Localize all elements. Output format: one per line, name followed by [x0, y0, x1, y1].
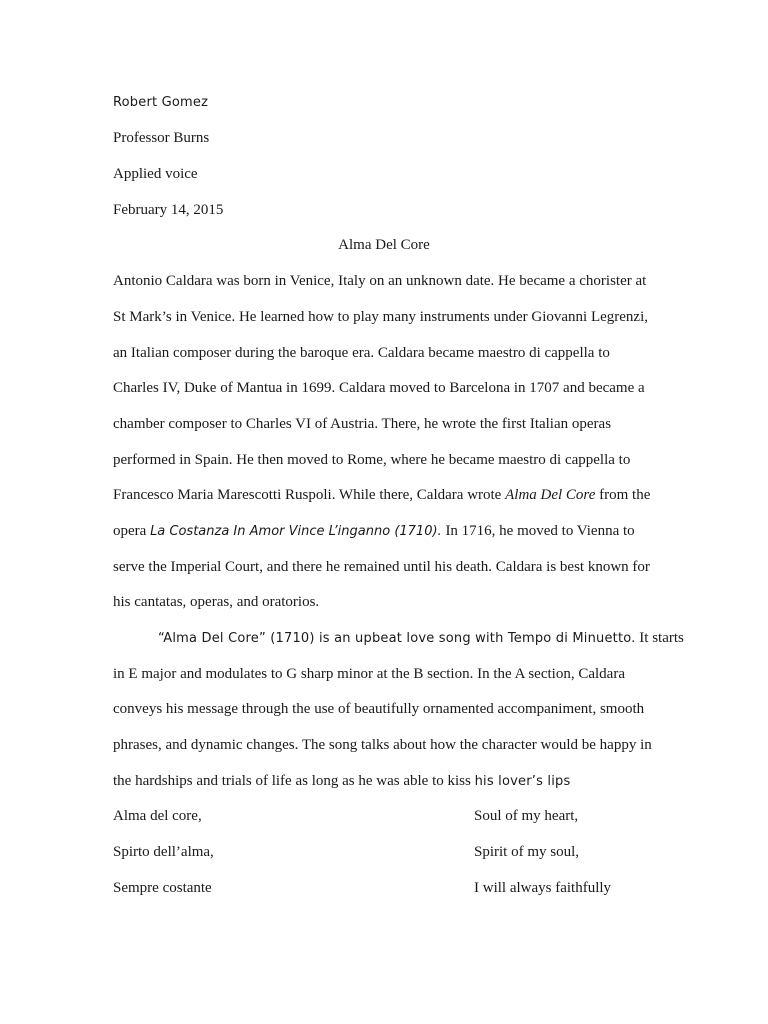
body-line: [113, 521, 635, 542]
body-line: serve the Imperial Court, and there he remained until his death. Caldara is best known for: [113, 559, 650, 575]
body-line: an Italian composer during the baroque era. Caldara became maestro di cappella to: [113, 345, 610, 361]
body-line: conveys his message through the use of beautifully ornamented accompaniment, smooth: [113, 701, 645, 717]
opera-title-italic: La Costanza In Amor Vince L’inganno (1710).: [150, 524, 442, 539]
body-line: chamber composer to Charles VI of Austria. There, he wrote the first Italian operas: [113, 416, 612, 432]
body-text: from the: [595, 487, 651, 503]
document-title: Alma Del Core: [338, 237, 430, 253]
body-line: St Mark’s in Venice. He learned how to play many instruments under Giovanni Legrenzi,: [113, 309, 649, 325]
body-text: It starts: [635, 630, 684, 646]
body-text: Francesco Maria Marescotti Ruspoli. While there, Caldara wrote: [113, 487, 506, 503]
body-text: In 1716, he moved to Vienna to: [441, 523, 635, 539]
body-line: performed in Spain. He then moved to Rome, where he became maestro di cappella to: [113, 452, 631, 468]
body-line: [113, 485, 650, 505]
lyric-italian: Spirto dell’alma,: [113, 844, 214, 860]
author-name: Robert Gomez: [113, 95, 209, 110]
course-name: Applied voice: [113, 166, 198, 182]
lyric-english: Soul of my heart,: [474, 808, 579, 824]
body-line: phrases, and dynamic changes. The song talks about how the character would be happy in: [113, 737, 652, 753]
lyric-italian: Sempre costante: [113, 880, 212, 896]
date: February 14, 2015: [113, 202, 224, 218]
body-line: [113, 771, 570, 792]
body-line: Charles IV, Duke of Mantua in 1699. Caldara moved to Barcelona in 1707 and became a: [113, 380, 645, 396]
body-text-sans: “Alma Del Core” (1710) is an upbeat love song with Tempo di Minuetto.: [158, 631, 636, 646]
professor-name: Professor Burns: [113, 130, 210, 146]
body-text-sans: his lover’s lips: [474, 774, 571, 789]
body-text: the hardships and trials of life as long as he was able to kiss: [113, 773, 475, 789]
body-line: his cantatas, operas, and oratorios.: [113, 594, 320, 610]
song-title-italic: Alma Del Core: [505, 487, 596, 503]
body-line-indented: [158, 628, 684, 649]
body-line: Antonio Caldara was born in Venice, Italy on an unknown date. He became a chorister at: [113, 273, 647, 289]
body-line: in E major and modulates to G sharp minor at the B section. In the A section, Caldara: [113, 666, 625, 682]
lyric-italian: Alma del core,: [113, 808, 202, 824]
body-text: opera: [113, 523, 151, 539]
lyric-english: Spirit of my soul,: [474, 844, 580, 860]
lyric-english: I will always faithfully: [474, 880, 612, 896]
